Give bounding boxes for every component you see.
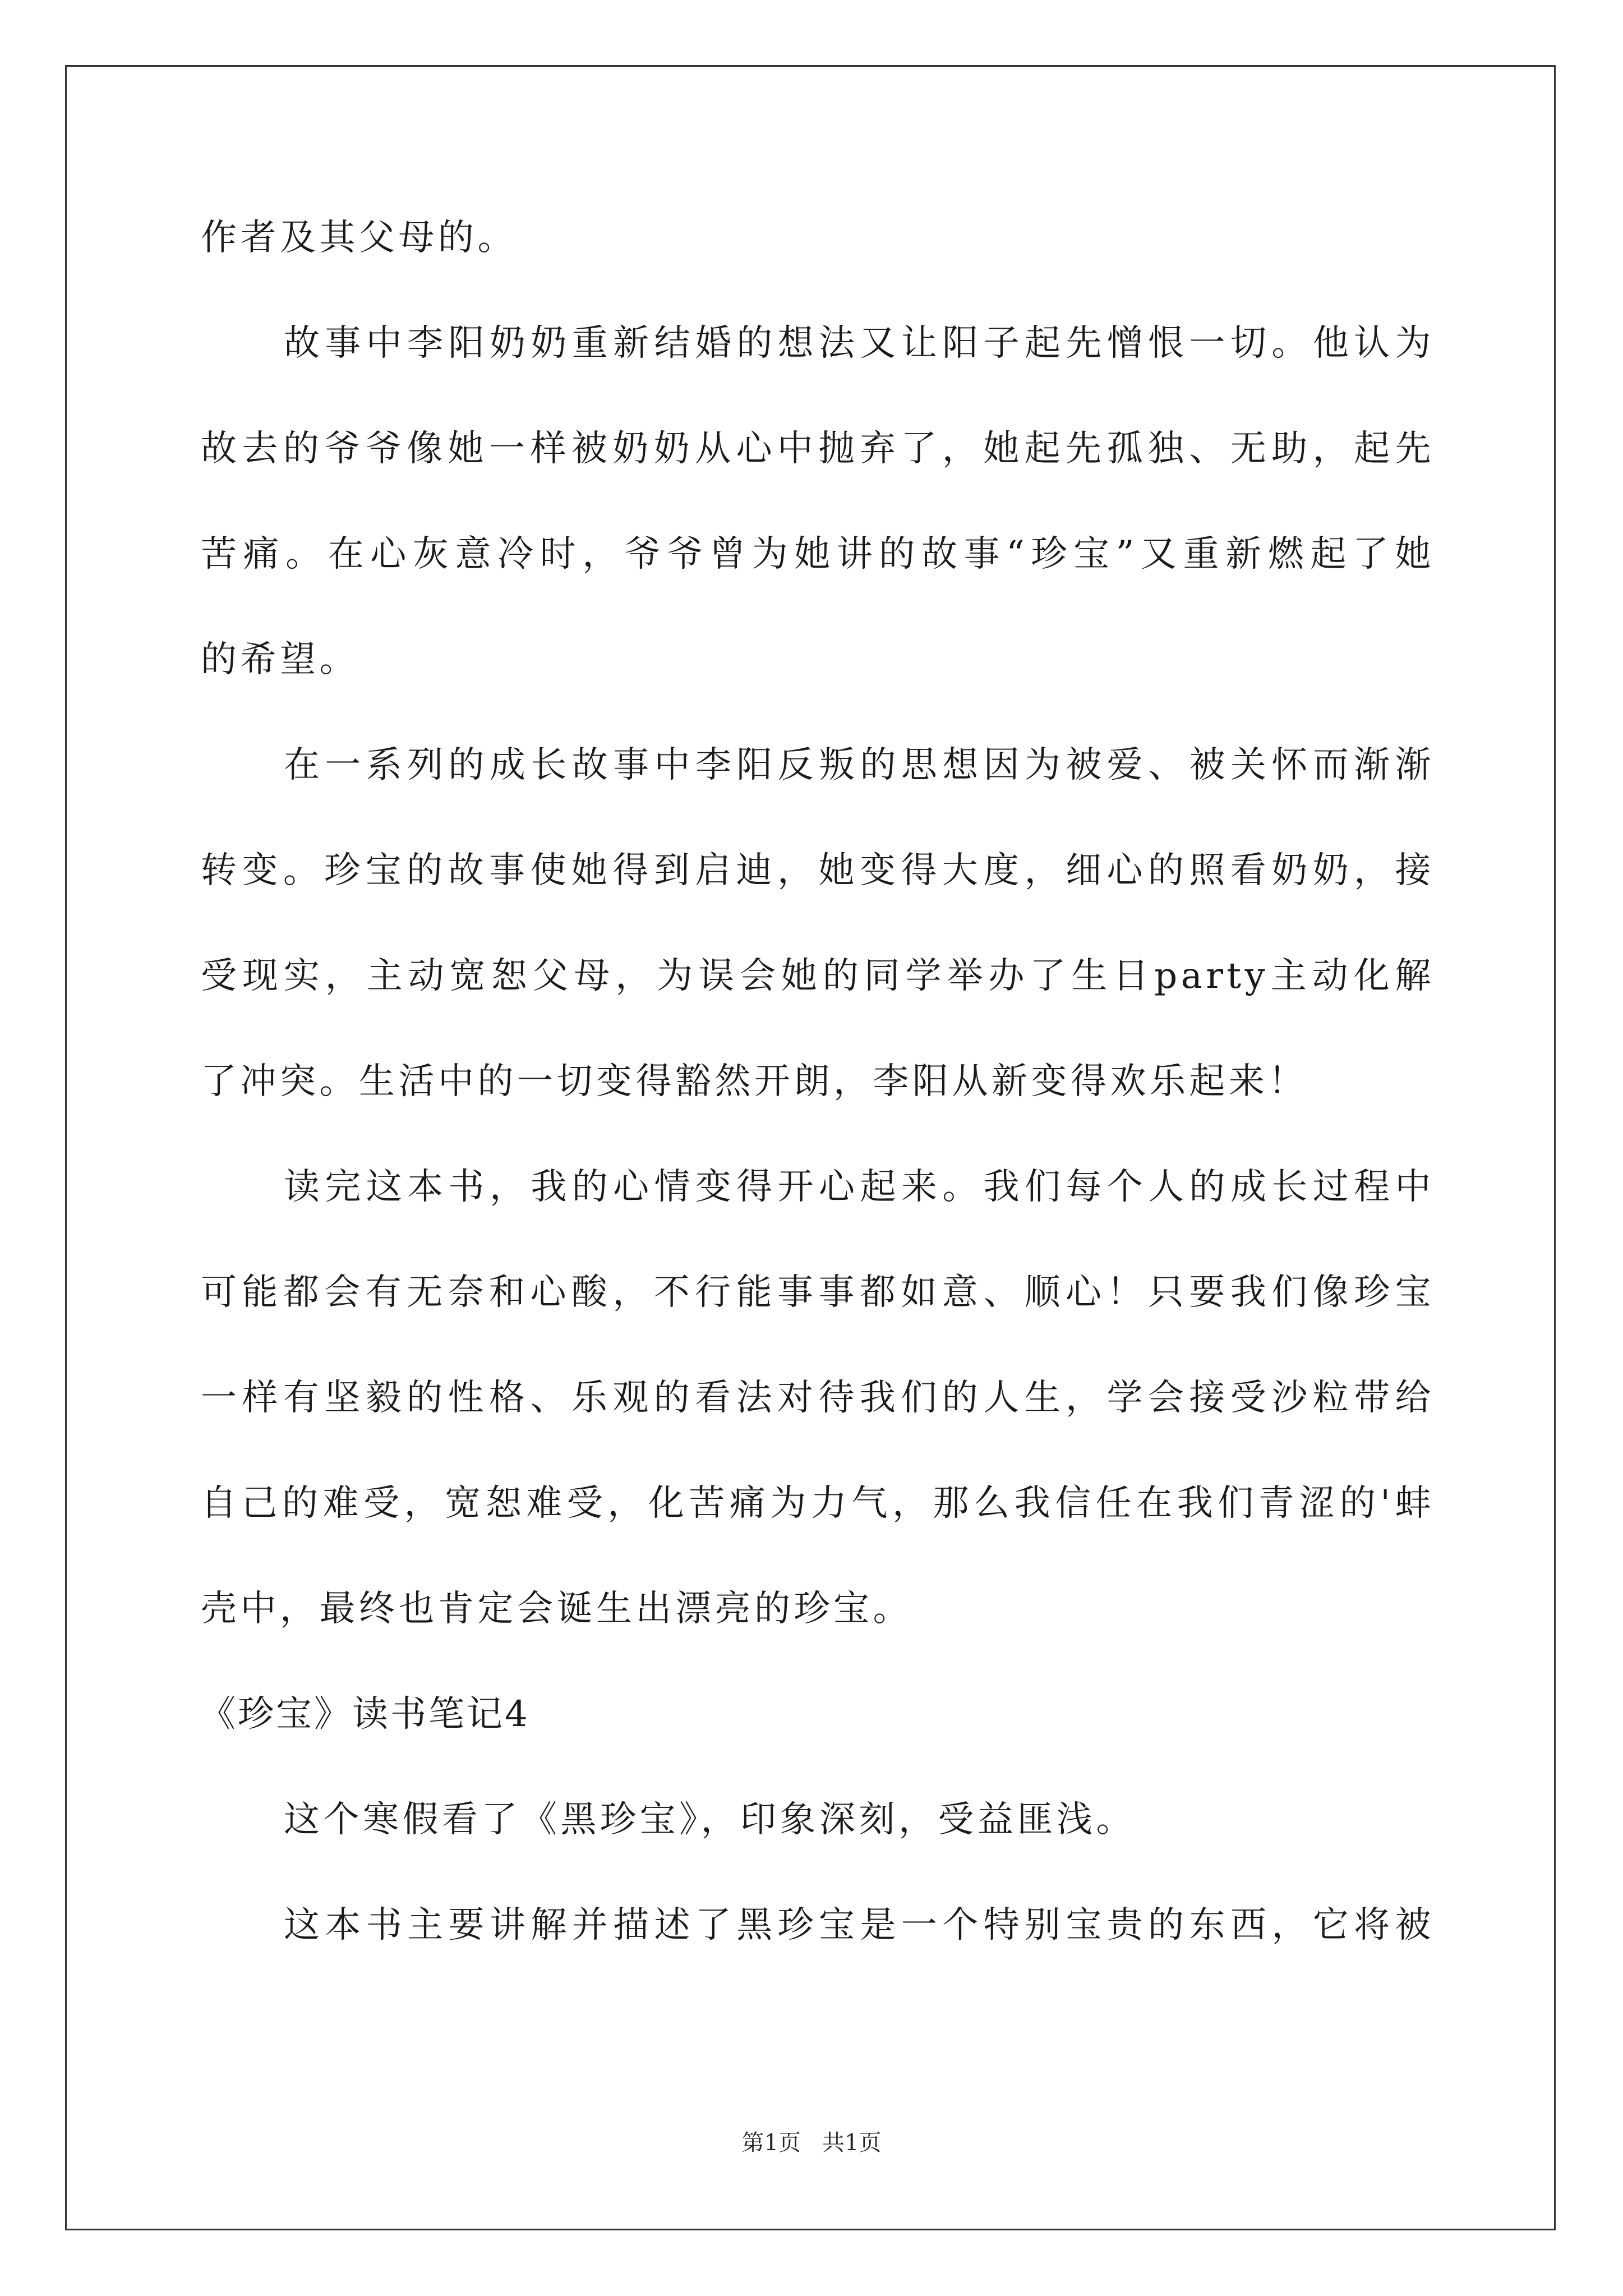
- text-line: 在一系列的成长故事中李阳反叛的思想因为被爱、被关怀而渐渐: [284, 744, 1435, 786]
- page-footer: [0, 2129, 1623, 2157]
- text-line: 故事中李阳奶奶重新结婚的想法又让阳子起先憎恨一切。他认为: [284, 323, 1435, 364]
- text-line: 这个寒假看了《黑珍宝》，印象深刻，受益匪浅。: [284, 1799, 1136, 1841]
- page-number: 第1页: [741, 2130, 801, 2156]
- text-line: 读完这本书，我的心情变得开心起来。我们每个人的成长过程中: [284, 1166, 1435, 1208]
- text-line: 一样有坚毅的性格、乐观的看法对待我们的人生，学会接受沙粒带给: [201, 1377, 1435, 1419]
- text-line: 可能都会有无奈和心酸，不行能事事都如意、顺心！只要我们像珍宝: [201, 1272, 1435, 1313]
- text-line: 的希望。: [201, 639, 359, 680]
- document-body: [201, 185, 1435, 1978]
- text-line: 这本书主要讲解并描述了黑珍宝是一个特别宝贵的东西，它将被: [284, 1904, 1435, 1946]
- section-heading: 《珍宝》读书笔记4: [200, 1694, 530, 1735]
- text-line: 作者及其父母的。: [201, 217, 517, 259]
- text-line: 受现实，主动宽恕父母，为误会她的同学举办了生日party主动化解: [201, 955, 1435, 997]
- text-line: 故去的爷爷像她一样被奶奶从心中抛弃了，她起先孤独、无助，起先: [201, 428, 1435, 470]
- text-line: 自己的难受，宽恕难受，化苦痛为力气，那么我信任在我们青涩的'蚌: [201, 1483, 1435, 1524]
- text-line: 苦痛。在心灰意冷时，爷爷曾为她讲的故事“珍宝”又重新燃起了她: [201, 533, 1435, 575]
- text-line: 转变。珍宝的故事使她得到启迪，她变得大度，细心的照看奶奶，接: [201, 850, 1435, 891]
- text-line: 壳中，最终也肯定会诞生出漂亮的珍宝。: [201, 1588, 912, 1630]
- text-line: 了冲突。生活中的一切变得豁然开朗，李阳从新变得欢乐起来！: [201, 1061, 1308, 1102]
- page-total: 共1页: [822, 2130, 882, 2156]
